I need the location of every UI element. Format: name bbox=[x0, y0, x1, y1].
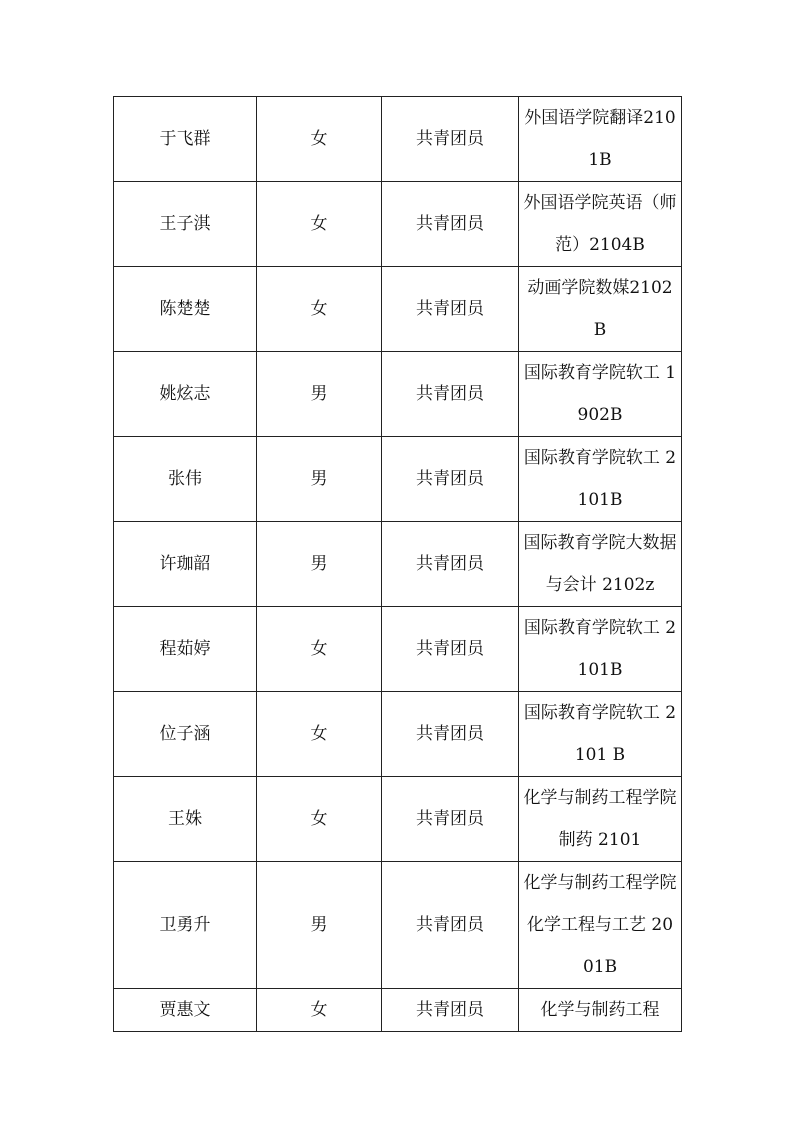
name-cell: 卫勇升 bbox=[114, 862, 257, 989]
political-status-cell: 共青团员 bbox=[382, 437, 519, 522]
name-cell: 陈楚楚 bbox=[114, 267, 257, 352]
political-status-cell: 共青团员 bbox=[382, 607, 519, 692]
table-row bbox=[114, 777, 682, 862]
political-status-cell: 共青团员 bbox=[382, 862, 519, 989]
table-row bbox=[114, 607, 682, 692]
unit-cell: 国际教育学院软工 1902B bbox=[519, 352, 682, 437]
gender-cell: 女 bbox=[257, 607, 382, 692]
table-row bbox=[114, 182, 682, 267]
unit-cell: 化学与制药工程学院化学工程与工艺 2001B bbox=[519, 862, 682, 989]
unit-cell: 国际教育学院软工 2101B bbox=[519, 437, 682, 522]
table-row bbox=[114, 97, 682, 182]
political-status-cell: 共青团员 bbox=[382, 97, 519, 182]
name-cell: 贾惠文 bbox=[114, 989, 257, 1032]
political-status-cell: 共青团员 bbox=[382, 989, 519, 1032]
table-row bbox=[114, 437, 682, 522]
name-cell: 程茹婷 bbox=[114, 607, 257, 692]
gender-cell: 女 bbox=[257, 97, 382, 182]
table-row bbox=[114, 862, 682, 989]
political-status-cell: 共青团员 bbox=[382, 777, 519, 862]
gender-cell: 男 bbox=[257, 352, 382, 437]
gender-cell: 女 bbox=[257, 692, 382, 777]
member-table bbox=[113, 96, 682, 1032]
unit-cell: 外国语学院英语（师范）2104B bbox=[519, 182, 682, 267]
political-status-cell: 共青团员 bbox=[382, 522, 519, 607]
table-row bbox=[114, 267, 682, 352]
unit-cell: 化学与制药工程学院制药 2101 bbox=[519, 777, 682, 862]
political-status-cell: 共青团员 bbox=[382, 692, 519, 777]
table-row bbox=[114, 989, 682, 1032]
unit-cell: 国际教育学院大数据与会计 2102z bbox=[519, 522, 682, 607]
unit-cell: 国际教育学院软工 2101B bbox=[519, 607, 682, 692]
name-cell: 王子淇 bbox=[114, 182, 257, 267]
name-cell: 许珈韶 bbox=[114, 522, 257, 607]
gender-cell: 女 bbox=[257, 182, 382, 267]
name-cell: 位子涵 bbox=[114, 692, 257, 777]
political-status-cell: 共青团员 bbox=[382, 182, 519, 267]
name-cell: 姚炫志 bbox=[114, 352, 257, 437]
unit-cell: 外国语学院翻译2101B bbox=[519, 97, 682, 182]
name-cell: 于飞群 bbox=[114, 97, 257, 182]
table-row bbox=[114, 352, 682, 437]
table-row bbox=[114, 522, 682, 607]
name-cell: 王姝 bbox=[114, 777, 257, 862]
gender-cell: 女 bbox=[257, 989, 382, 1032]
political-status-cell: 共青团员 bbox=[382, 267, 519, 352]
table-row bbox=[114, 692, 682, 777]
gender-cell: 女 bbox=[257, 267, 382, 352]
gender-cell: 女 bbox=[257, 777, 382, 862]
gender-cell: 男 bbox=[257, 522, 382, 607]
unit-cell: 动画学院数媒2102B bbox=[519, 267, 682, 352]
unit-cell: 国际教育学院软工 2101 B bbox=[519, 692, 682, 777]
gender-cell: 男 bbox=[257, 862, 382, 989]
political-status-cell: 共青团员 bbox=[382, 352, 519, 437]
gender-cell: 男 bbox=[257, 437, 382, 522]
name-cell: 张伟 bbox=[114, 437, 257, 522]
unit-cell: 化学与制药工程 bbox=[519, 989, 682, 1032]
